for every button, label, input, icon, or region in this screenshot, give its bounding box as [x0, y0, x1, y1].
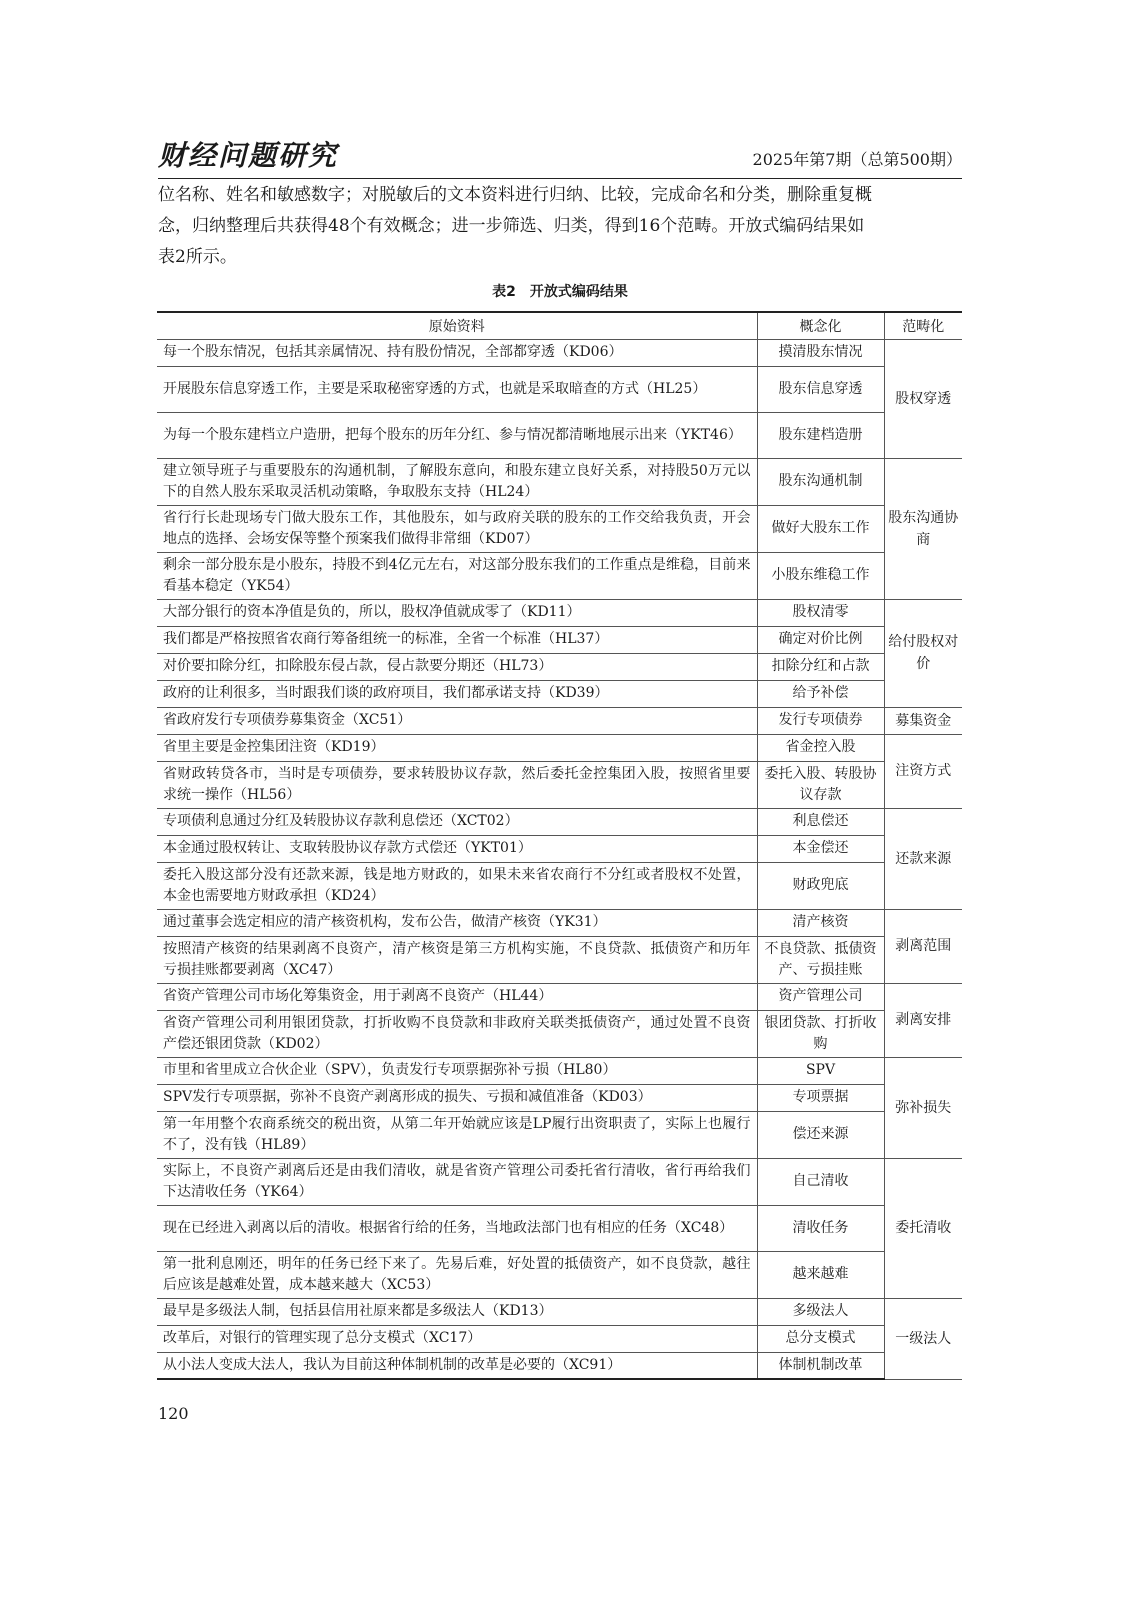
table-row [157, 1205, 962, 1251]
source-cell: 实际上，不良资产剥离后还是由我们清收，就是省资产管理公司委托省行清收，省行再给我们下达清收任务（YK64） [157, 1158, 757, 1205]
table-header-row [157, 312, 962, 339]
source-cell: 政府的让利很多，当时跟我们谈的政府项目，我们都承诺支持（KD39） [157, 680, 757, 707]
source-cell: 我们都是严格按照省农商行筹备组统一的标准，全省一个标准（HL37） [157, 626, 757, 653]
table-caption [158, 282, 962, 302]
body-paragraph [158, 180, 964, 273]
source-cell: 最早是多级法人制，包括县信用社原来都是多级法人（KD13） [157, 1298, 757, 1325]
concept-cell: 做好大股东工作 [757, 505, 884, 552]
source-cell: 市里和省里成立合伙企业（SPV），负责发行专项票据弥补亏损（HL80） [157, 1057, 757, 1084]
concept-cell: 股东建档造册 [757, 412, 884, 458]
table-row [157, 909, 962, 936]
table-row [157, 1010, 962, 1057]
source-cell: 第一年用整个农商系统交的税出资，从第二年开始就应该是LP履行出资职责了，实际上也履行不了，没有钱（HL89） [157, 1111, 757, 1158]
header-concept: 概念化 [757, 312, 884, 339]
table-row [157, 734, 962, 761]
concept-cell: 自己清收 [757, 1158, 884, 1205]
table-row [157, 339, 962, 366]
body-line: 念，归纳整理后共获得48个有效概念；进一步筛选、归类，得到16个范畴。开放式编码结果如 [158, 216, 865, 236]
source-cell: 省行行长赴现场专门做大股东工作，其他股东，如与政府关联的股东的工作交给我负责，开会地点的选择、会场安保等整个预案我们做得非常细（KD07） [157, 505, 757, 552]
concept-cell: 清收任务 [757, 1205, 884, 1251]
source-cell: 省里主要是金控集团注资（KD19） [157, 734, 757, 761]
table-row [157, 653, 962, 680]
category-cell: 注资方式 [884, 734, 962, 808]
open-coding-table [157, 311, 962, 1380]
issue-info: 2025年第7期（总第500期） [752, 150, 962, 169]
category-cell: 剥离安排 [884, 983, 962, 1057]
concept-cell: 清产核资 [757, 909, 884, 936]
table-row [157, 1084, 962, 1111]
concept-cell: 确定对价比例 [757, 626, 884, 653]
header-category: 范畴化 [884, 312, 962, 339]
concept-cell: 体制机制改革 [757, 1352, 884, 1379]
concept-cell: 发行专项债券 [757, 707, 884, 734]
source-cell: 从小法人变成大法人，我认为目前这种体制机制的改革是必要的（XC91） [157, 1352, 757, 1379]
table-row [157, 1298, 962, 1325]
source-cell: 开展股东信息穿透工作，主要是采取秘密穿透的方式，也就是采取暗查的方式（HL25） [157, 366, 757, 412]
concept-cell: 摸清股东情况 [757, 339, 884, 366]
source-cell: 通过董事会选定相应的清产核资机构，发布公告，做清产核资（YK31） [157, 909, 757, 936]
concept-cell: 资产管理公司 [757, 983, 884, 1010]
concept-cell: 银团贷款、打折收购 [757, 1010, 884, 1057]
source-cell: 本金通过股权转让、支取转股协议存款方式偿还（YKT01） [157, 835, 757, 862]
table-row [157, 1057, 962, 1084]
table-row [157, 835, 962, 862]
table-row [157, 707, 962, 734]
table-caption-number: 表2 [492, 284, 516, 300]
concept-cell: 越来越难 [757, 1251, 884, 1298]
concept-cell: 不良贷款、抵债资产、亏损挂账 [757, 936, 884, 983]
concept-cell: 扣除分红和占款 [757, 653, 884, 680]
category-cell: 剥离范围 [884, 909, 962, 983]
table-row [157, 680, 962, 707]
source-cell: 改革后，对银行的管理实现了总分支模式（XC17） [157, 1325, 757, 1352]
category-cell: 委托清收 [884, 1158, 962, 1298]
source-cell: 省资产管理公司市场化筹集资金，用于剥离不良资产（HL44） [157, 983, 757, 1010]
concept-cell: 委托入股、转股协议存款 [757, 761, 884, 808]
category-cell: 股东沟通协商 [884, 458, 962, 599]
source-cell: 剩余一部分股东是小股东，持股不到4亿元左右，对这部分股东我们的工作重点是维稳，目前来看基本稳定（YK54） [157, 552, 757, 599]
concept-cell: 多级法人 [757, 1298, 884, 1325]
table-row [157, 1251, 962, 1298]
table-row [157, 458, 962, 505]
table-row [157, 983, 962, 1010]
table-row [157, 366, 962, 412]
source-cell: 省财政转贷各市，当时是专项债券，要求转股协议存款，然后委托金控集团入股，按照省里要求统一操作（HL56） [157, 761, 757, 808]
table-row [157, 862, 962, 909]
concept-cell: 省金控入股 [757, 734, 884, 761]
concept-cell: 给予补偿 [757, 680, 884, 707]
source-cell: 省政府发行专项债券募集资金（XC51） [157, 707, 757, 734]
table-row [157, 1325, 962, 1352]
running-header [158, 138, 962, 179]
source-cell: 委托入股这部分没有还款来源，钱是地方财政的，如果未来省农商行不分红或者股权不处置，本金也需要地方财政承担（KD24） [157, 862, 757, 909]
category-cell: 给付股权对价 [884, 599, 962, 707]
concept-cell: 偿还来源 [757, 1111, 884, 1158]
category-cell: 一级法人 [884, 1298, 962, 1379]
category-cell: 弥补损失 [884, 1057, 962, 1158]
source-cell: 省资产管理公司利用银团贷款，打折收购不良贷款和非政府关联类抵债资产，通过处置不良资产偿还银团贷款（KD02） [157, 1010, 757, 1057]
table-row [157, 1352, 962, 1379]
source-cell: SPV发行专项票据，弥补不良资产剥离形成的损失、亏损和减值准备（KD03） [157, 1084, 757, 1111]
table-row [157, 1111, 962, 1158]
source-cell: 现在已经进入剥离以后的清收。根据省行给的任务，当地政法部门也有相应的任务（XC48） [157, 1205, 757, 1251]
table-caption-title: 开放式编码结果 [529, 284, 628, 300]
concept-cell: 小股东维稳工作 [757, 552, 884, 599]
source-cell: 建立领导班子与重要股东的沟通机制，了解股东意向，和股东建立良好关系，对持股50万元以下的自然人股东采取灵活机动策略，争取股东支持（HL24） [157, 458, 757, 505]
concept-cell: 总分支模式 [757, 1325, 884, 1352]
body-line: 位名称、姓名和敏感数字；对脱敏后的文本资料进行归纳、比较，完成命名和分类，删除重复概 [158, 185, 872, 205]
source-cell: 为每一个股东建档立户造册，把每个股东的历年分红、参与情况都清晰地展示出来（YKT46） [157, 412, 757, 458]
table-row [157, 626, 962, 653]
table-row [157, 552, 962, 599]
concept-cell: 股东沟通机制 [757, 458, 884, 505]
source-cell: 对价要扣除分红，扣除股东侵占款，侵占款要分期还（HL73） [157, 653, 757, 680]
page-number: 120 [158, 1404, 189, 1423]
source-cell: 大部分银行的资本净值是负的，所以，股权净值就成零了（KD11） [157, 599, 757, 626]
table-row [157, 936, 962, 983]
concept-cell: 本金偿还 [757, 835, 884, 862]
concept-cell: 利息偿还 [757, 808, 884, 835]
table-row [157, 808, 962, 835]
table-body [157, 339, 962, 1379]
concept-cell: 财政兜底 [757, 862, 884, 909]
table-row [157, 505, 962, 552]
journal-title: 财经问题研究 [158, 139, 339, 172]
source-cell: 第一批利息刚还，明年的任务已经下来了。先易后难，好处置的抵债资产，如不良贷款，越往后应该是越难处置，成本越来越大（XC53） [157, 1251, 757, 1298]
category-cell: 募集资金 [884, 707, 962, 734]
table-row [157, 412, 962, 458]
concept-cell: 股权清零 [757, 599, 884, 626]
concept-cell: 股东信息穿透 [757, 366, 884, 412]
category-cell: 还款来源 [884, 808, 962, 909]
source-cell: 每一个股东情况，包括其亲属情况、持有股份情况，全部都穿透（KD06） [157, 339, 757, 366]
table-row [157, 599, 962, 626]
category-cell: 股权穿透 [884, 339, 962, 458]
body-line: 表2所示。 [158, 247, 237, 267]
table-row [157, 761, 962, 808]
header-source: 原始资料 [157, 312, 757, 339]
table-row [157, 1158, 962, 1205]
source-cell: 按照清产核资的结果剥离不良资产，清产核资是第三方机构实施，不良贷款、抵债资产和历年亏损挂账都要剥离（XC47） [157, 936, 757, 983]
source-cell: 专项债利息通过分红及转股协议存款利息偿还（XCT02） [157, 808, 757, 835]
concept-cell: 专项票据 [757, 1084, 884, 1111]
concept-cell: SPV [757, 1057, 884, 1084]
